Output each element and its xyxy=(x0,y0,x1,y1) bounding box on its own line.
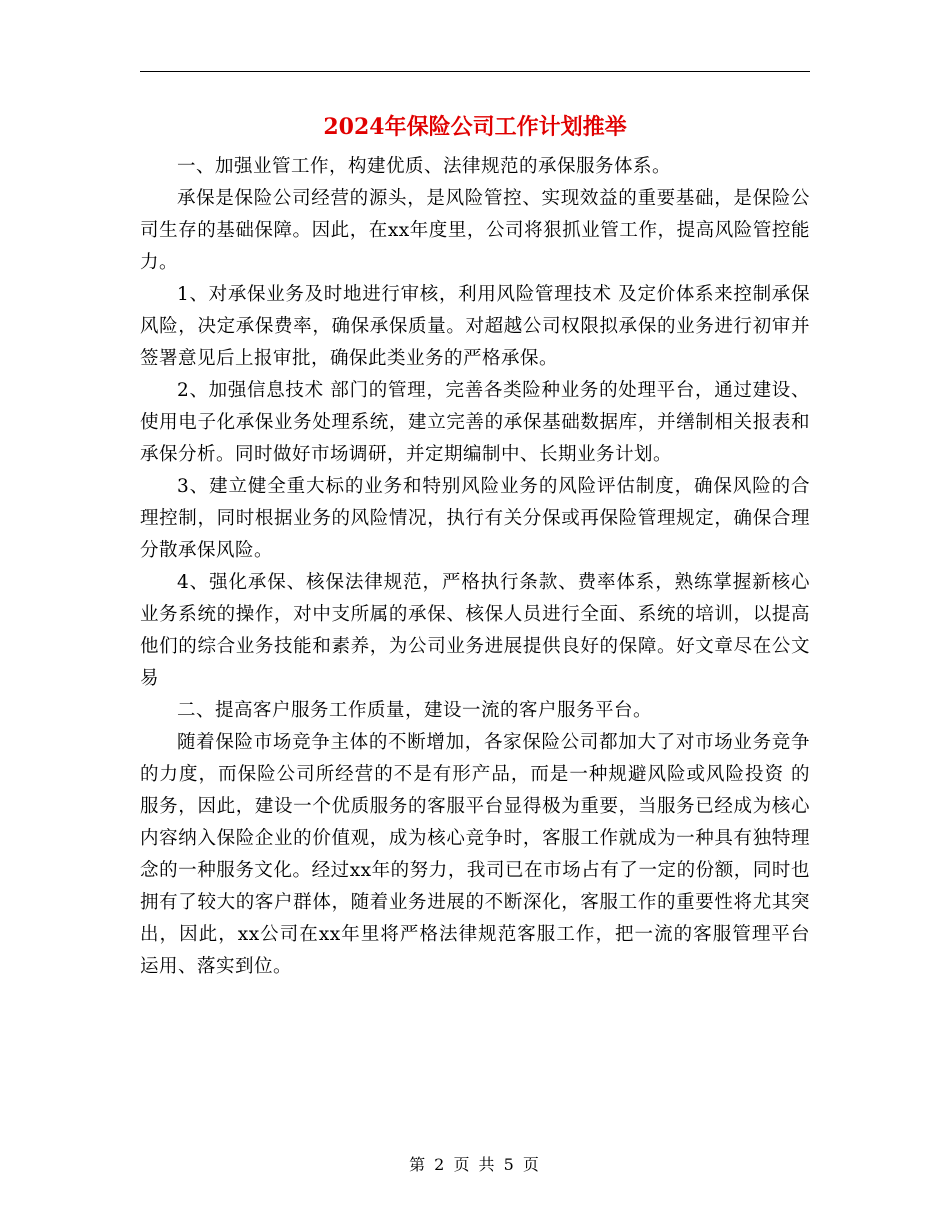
section-heading-2: 二、提高客户服务工作质量，建设一流的客户服务平台。 xyxy=(177,700,653,721)
paragraph-underwriting-intro: 承保是保险公司经营的源头，是风险管控、实现效益的重要基础，是保险公司生存的基础保障。因此，在xx年度里，公司将狠抓业管工作，提高风险管控能力。 xyxy=(140,188,810,273)
paragraph-item-1: 1、对承保业务及时地进行审核，利用风险管理技术 及定价体系来控制承保风险，决定承保费率，确保承保质量。对超越公司权限拟承保的业务进行初审并签署意见后上报审批，确保此类业务的严格承保。 xyxy=(140,284,810,369)
section-heading-1: 一、加强业管工作，构建优质、法律规范的承保服务体系。 xyxy=(177,156,672,177)
page-number-footer: 第 2 页 共 5 页 xyxy=(409,1155,541,1174)
paragraph-item-3: 3、建立健全重大标的业务和特别风险业务的风险评估制度，确保风险的合理控制，同时根据业务的风险情况，执行有关分保或再保险管理规定，确保合理分散承保风险。 xyxy=(140,476,810,561)
header-rule xyxy=(140,71,810,72)
paragraph-item-2: 2、加强信息技术 部门的管理，完善各类险种业务的处理平台，通过建设、使用电子化承保业务处理系统，建立完善的承保基础数据库，并缮制相关报表和承保分析。同时做好市场调研，并定期编制中、长期业务计划。 xyxy=(140,380,810,465)
document-title: 2024年保险公司工作计划推举 xyxy=(323,114,627,140)
paragraph-item-4: 4、强化承保、核保法律规范，严格执行条款、费率体系，熟练掌握新核心业务系统的操作，对中支所属的承保、核保人员进行全面、系统的培训，以提高他们的综合业务技能和素养，为公司业务进展提供良好的保障。好文章尽在公文易 xyxy=(140,572,810,689)
document-body xyxy=(140,151,810,983)
paragraph-customer-service: 随着保险市场竞争主体的不断增加，各家保险公司都加大了对市场业务竞争的力度，而保险公司所经营的不是有形产品，而是一种规避风险或风险投资 的服务，因此，建设一个优质服务的客服平台显得极为重要，当服务已经成为核心内容纳入保险企业的价值观，成为核心竞争时，客服工作就成为一种具有独特理念的一种服务文化。经过xx年的努力，我司已在市场占有了一定的份额，同时也拥有了较大的客户群体，随着业务进展的不断深化，客服工作的重要性将尤其突出，因此，xx公司在xx年里将严格法律规范客服工作，把一流的客服管理平台运用、落实到位。 xyxy=(140,732,810,977)
